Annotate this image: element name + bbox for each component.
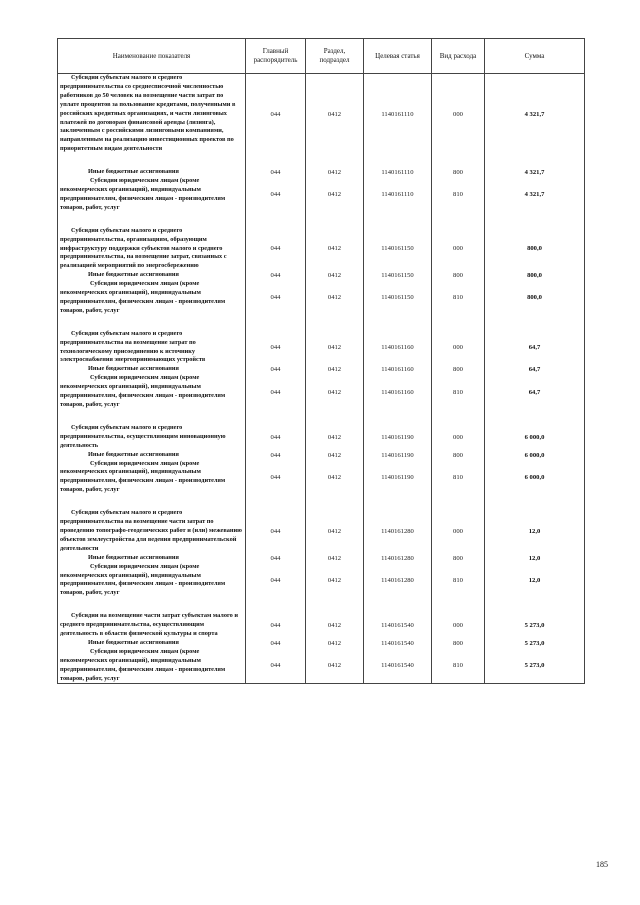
row-manager: 044 [246, 554, 306, 563]
row-name: Субсидии субъектам малого и среднего предпринимательства со среднесписочной численностью работников до 50 человек на возмещение части затрат по уплате процентов за пользование кредитами, полученными в российских кредитных организациях, и части лизинговых платежей по договорам финансовой аренды (лизинга), заключенным с российскими лизинговыми компаниями, направленным на реализацию инвестиционных проектов по приоритетным видам деятельности [60, 74, 236, 153]
row-sum: 6 000,0 [485, 460, 585, 496]
header-expense: Вид расхода [432, 39, 485, 74]
row-expense: 810 [432, 280, 485, 316]
row-target: 1140161110 [364, 168, 432, 177]
row-target: 1140161540 [364, 612, 432, 639]
row-expense: 800 [432, 639, 485, 648]
row-section: 0412 [306, 74, 364, 155]
row-expense: 800 [432, 365, 485, 374]
row-expense: 810 [432, 648, 485, 684]
row-name: Субсидии субъектам малого и среднего предпринимательства, осуществляющим инновационную деятельность [60, 423, 226, 449]
table-row [58, 271, 585, 280]
row-target: 1140161190 [364, 460, 432, 496]
row-sum: 64,7 [485, 365, 585, 374]
row-sum: 800,0 [485, 227, 585, 272]
row-name: Субсидии юридическим лицам (кроме некоммерческих организаций), индивидуальным предпринимателям, физическим лицам - производителям товаров, работ, услуг [60, 177, 226, 211]
row-sum: 800,0 [485, 280, 585, 316]
row-name: Субсидии юридическим лицам (кроме некоммерческих организаций), индивидуальным предпринимателям, физическим лицам - производителям товаров, работ, услуг [60, 280, 226, 314]
row-name: Субсидии юридическим лицам (кроме некоммерческих организаций), индивидуальным предпринимателям, физическим лицам - производителям товаров, работ, услуг [60, 562, 226, 597]
header-section: Раздел, подраздел [306, 39, 364, 74]
row-expense: 000 [432, 612, 485, 639]
table-header-row [58, 39, 585, 74]
row-sum: 12,0 [485, 509, 585, 554]
table-row [58, 648, 585, 684]
row-expense: 000 [432, 227, 485, 272]
row-expense: 800 [432, 554, 485, 563]
table-row [58, 227, 585, 272]
row-manager: 044 [246, 330, 306, 366]
row-manager: 044 [246, 451, 306, 460]
row-name: Субсидии субъектам малого и среднего предпринимательства, организациям, образующим инфраструктуру поддержки субъектов малого и среднего предпринимательства, на возмещение затрат, связанных с реализацией мероприятий по энергосбережению [60, 226, 227, 270]
table-row [58, 74, 585, 155]
row-sum: 5 273,0 [485, 612, 585, 639]
row-spacer [58, 410, 585, 424]
table-row [58, 374, 585, 410]
row-target: 1140161150 [364, 271, 432, 280]
row-sum: 64,7 [485, 374, 585, 410]
row-manager: 044 [246, 509, 306, 554]
row-name: Иные бюджетные ассигнования [88, 450, 179, 458]
row-name: Иные бюджетные ассигнования [88, 553, 179, 561]
row-sum: 800,0 [485, 271, 585, 280]
row-target: 1140161540 [364, 648, 432, 684]
row-target: 1140161280 [364, 554, 432, 563]
row-name: Субсидии на возмещение части затрат субъектам малого и среднего предпринимательства, осуществляющим деятельность в области физической культуры и спорта [60, 612, 239, 638]
row-target: 1140161160 [364, 365, 432, 374]
table-row [58, 563, 585, 599]
row-sum: 5 273,0 [485, 648, 585, 684]
row-manager: 044 [246, 460, 306, 496]
row-expense: 800 [432, 168, 485, 177]
row-section: 0412 [306, 374, 364, 410]
table-row [58, 554, 585, 563]
row-name: Иные бюджетные ассигнования [88, 638, 179, 646]
row-target: 1140161540 [364, 639, 432, 648]
table-row [58, 612, 585, 639]
row-target: 1140161190 [364, 451, 432, 460]
row-section: 0412 [306, 424, 364, 451]
row-name: Иные бюджетные ассигнования [88, 168, 179, 176]
row-target: 1140161280 [364, 563, 432, 599]
budget-table [57, 38, 585, 684]
row-target: 1140161110 [364, 74, 432, 155]
row-expense: 000 [432, 509, 485, 554]
row-expense: 000 [432, 74, 485, 155]
row-spacer [58, 598, 585, 612]
row-sum: 6 000,0 [485, 451, 585, 460]
row-sum: 64,7 [485, 330, 585, 366]
row-spacer [58, 154, 585, 168]
row-target: 1140161280 [364, 509, 432, 554]
row-manager: 044 [246, 280, 306, 316]
header-target: Целевая статья [364, 39, 432, 74]
row-sum: 12,0 [485, 563, 585, 599]
row-section: 0412 [306, 563, 364, 599]
row-target: 1140161110 [364, 177, 432, 213]
row-sum: 4 321,7 [485, 168, 585, 177]
row-manager: 044 [246, 648, 306, 684]
row-spacer [58, 213, 585, 227]
row-expense: 810 [432, 374, 485, 410]
row-manager: 044 [246, 374, 306, 410]
table-row [58, 365, 585, 374]
table-row [58, 460, 585, 496]
row-section: 0412 [306, 648, 364, 684]
row-name: Иные бюджетные ассигнования [88, 271, 179, 279]
row-target: 1140161160 [364, 330, 432, 366]
row-sum: 6 000,0 [485, 424, 585, 451]
row-name: Субсидии субъектам малого и среднего предпринимательства на возмещение затрат по технологическому присоединению к источнику электроснабжения энергопринимающих устройств [60, 329, 206, 364]
row-manager: 044 [246, 365, 306, 374]
header-name: Наименование показателя [58, 39, 246, 74]
table-row [58, 451, 585, 460]
row-sum: 5 273,0 [485, 639, 585, 648]
table-row [58, 509, 585, 554]
table-row [58, 639, 585, 648]
row-target: 1140161150 [364, 227, 432, 272]
row-target: 1140161160 [364, 374, 432, 410]
row-section: 0412 [306, 365, 364, 374]
row-expense: 810 [432, 563, 485, 599]
row-section: 0412 [306, 509, 364, 554]
row-manager: 044 [246, 177, 306, 213]
row-section: 0412 [306, 612, 364, 639]
row-target: 1140161150 [364, 280, 432, 316]
header-manager: Главный распорядитель [246, 39, 306, 74]
row-section: 0412 [306, 177, 364, 213]
row-expense: 000 [432, 424, 485, 451]
row-name: Субсидии юридическим лицам (кроме некоммерческих организаций), индивидуальным предпринимателям, физическим лицам - производителям товаров, работ, услуг [60, 374, 226, 408]
row-manager: 044 [246, 168, 306, 177]
row-manager: 044 [246, 74, 306, 155]
row-manager: 044 [246, 612, 306, 639]
row-manager: 044 [246, 424, 306, 451]
row-section: 0412 [306, 227, 364, 272]
row-expense: 000 [432, 330, 485, 366]
row-name: Субсидии юридическим лицам (кроме некоммерческих организаций), индивидуальным предпринимателям, физическим лицам - производителям товаров, работ, услуг [60, 647, 226, 682]
row-spacer [58, 495, 585, 509]
row-manager: 044 [246, 563, 306, 599]
row-name: Субсидии субъектам малого и среднего предпринимательства на возмещение части затрат по проведению топографо-геодезических работ и (или) межеванию объектов землеустройства для ведения предпринимательской деятельности [60, 509, 242, 552]
row-section: 0412 [306, 330, 364, 366]
row-sum: 4 321,7 [485, 177, 585, 213]
row-name: Иные бюджетные ассигнования [88, 365, 179, 373]
row-section: 0412 [306, 271, 364, 280]
row-expense: 810 [432, 177, 485, 213]
row-section: 0412 [306, 460, 364, 496]
row-expense: 800 [432, 451, 485, 460]
row-name: Субсидии юридическим лицам (кроме некоммерческих организаций), индивидуальным предпринимателям, физическим лицам - производителям товаров, работ, услуг [60, 459, 226, 494]
header-sum: Сумма [485, 39, 585, 74]
row-section: 0412 [306, 280, 364, 316]
row-section: 0412 [306, 554, 364, 563]
table-row [58, 280, 585, 316]
row-section: 0412 [306, 639, 364, 648]
row-manager: 044 [246, 639, 306, 648]
row-section: 0412 [306, 168, 364, 177]
row-sum: 12,0 [485, 554, 585, 563]
row-spacer [58, 316, 585, 330]
table-row [58, 168, 585, 177]
row-manager: 044 [246, 227, 306, 272]
row-sum: 4 321,7 [485, 74, 585, 155]
row-target: 1140161190 [364, 424, 432, 451]
row-expense: 800 [432, 271, 485, 280]
row-manager: 044 [246, 271, 306, 280]
page-number: 185 [596, 860, 608, 869]
table-row [58, 424, 585, 451]
table-row [58, 177, 585, 213]
table-row [58, 330, 585, 366]
row-section: 0412 [306, 451, 364, 460]
row-expense: 810 [432, 460, 485, 496]
